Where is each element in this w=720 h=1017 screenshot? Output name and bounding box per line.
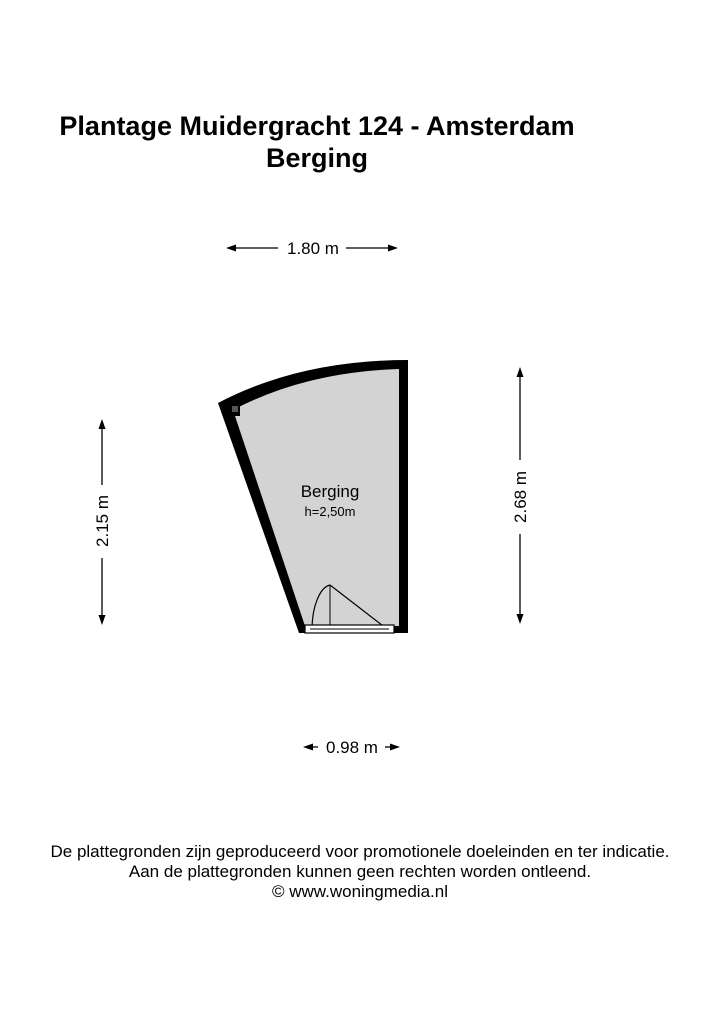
plan-title: Plantage Muidergracht 124 - Amsterdam <box>59 111 575 141</box>
disclaimer-line-2: Aan de plattegronden kunnen geen rechten worden ontleend. <box>128 862 592 881</box>
plan-subtitle: Berging <box>265 143 369 173</box>
disclaimer-line-1: De plattegronden zijn geproduceerd voor promotionele doeleinden en ter indicatie. <box>50 842 670 861</box>
dimension-top-width-label: 1.80 m <box>287 239 339 258</box>
dimension-top-width <box>226 239 398 258</box>
dimension-right-height <box>511 367 530 624</box>
dimension-left-height-label: 2.15 m <box>93 495 112 547</box>
dimension-bottom-width-label: 0.98 m <box>326 738 378 757</box>
room-height-label: h=2,50m <box>304 504 356 519</box>
room-name-label: Berging <box>300 482 360 501</box>
dimension-bottom-width <box>303 738 400 757</box>
dimension-right-height-label: 2.68 m <box>511 471 530 523</box>
dimension-left-height <box>93 419 112 625</box>
copyright-link[interactable]: © www.woningmedia.nl <box>272 882 448 901</box>
